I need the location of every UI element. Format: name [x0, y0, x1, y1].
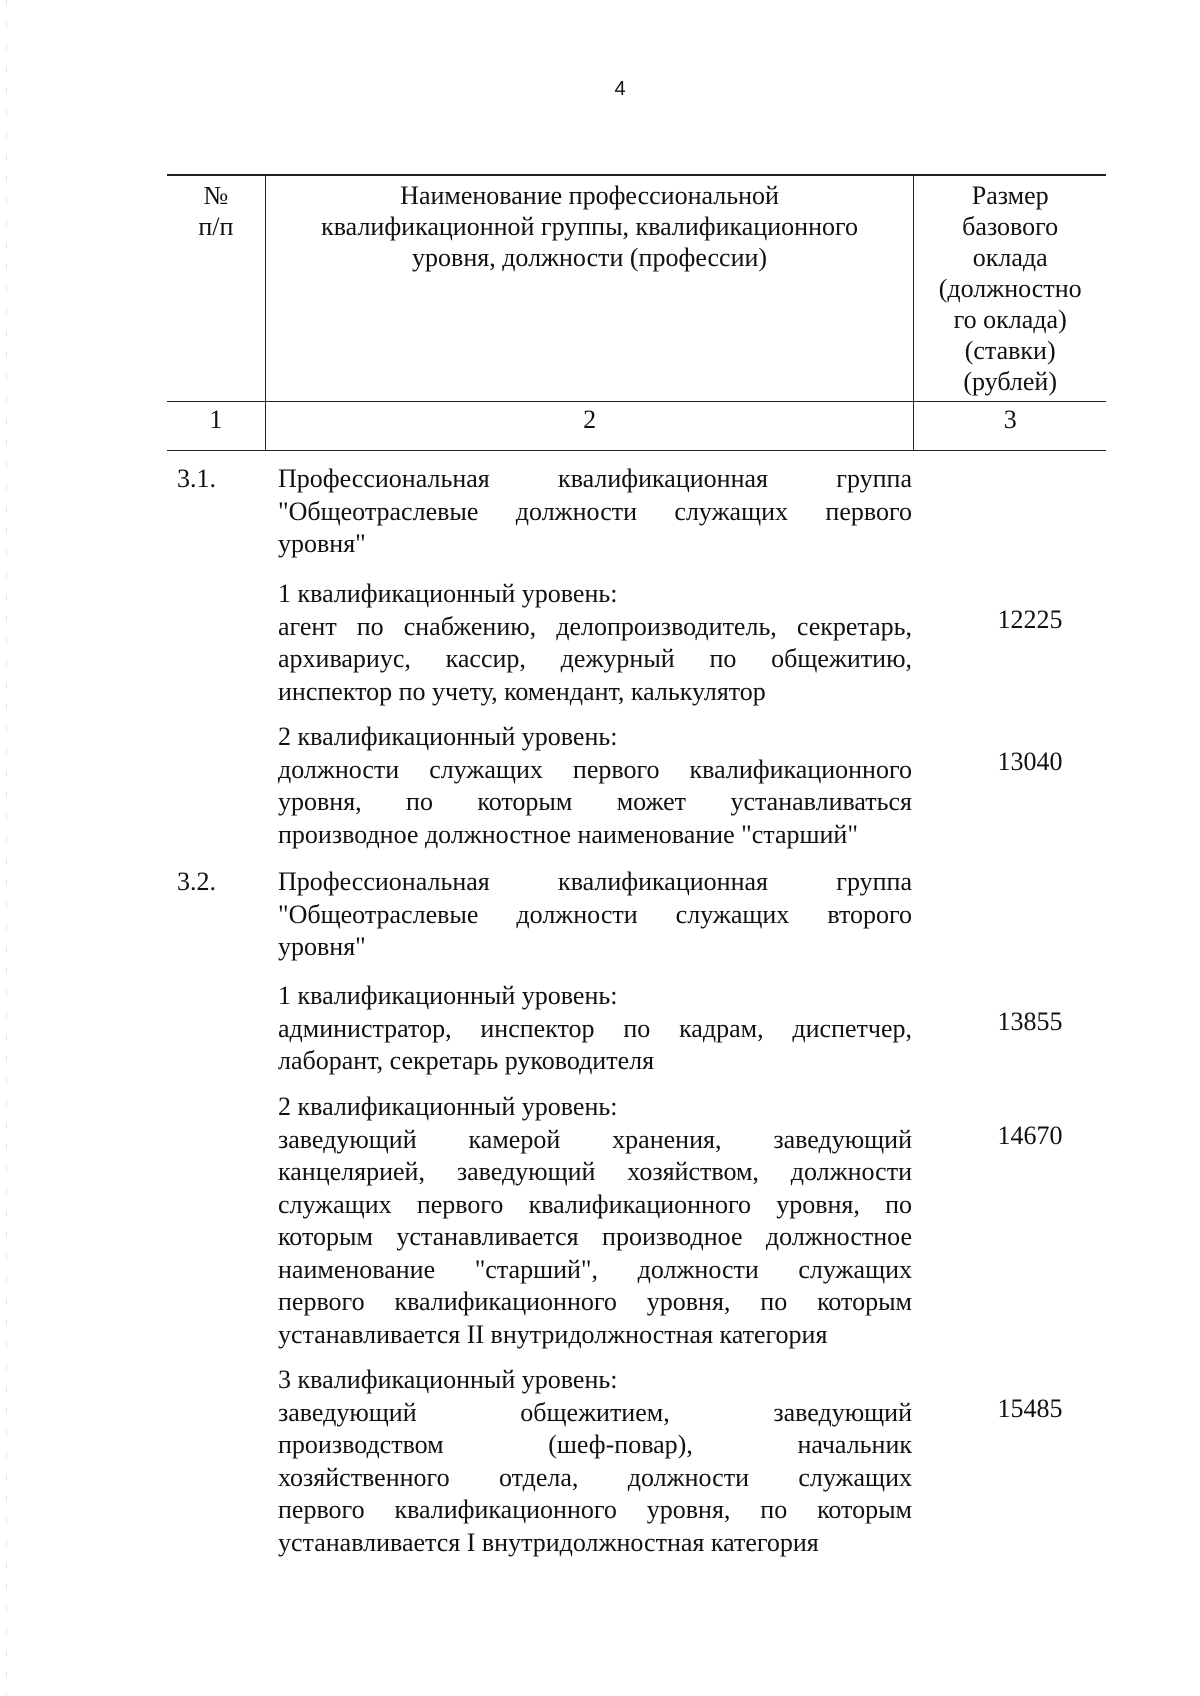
level-text-line: канцелярией, заведующий хозяйством, должности — [278, 1157, 912, 1186]
level-text-line: производством (шеф-повар), начальник — [278, 1430, 912, 1459]
level-text-line: служащих первого квалификационного уровня, по — [278, 1189, 912, 1219]
level-text-line: производное должностное наименование "старший" — [278, 819, 858, 849]
salary-value: 13855 — [997, 1007, 1063, 1036]
level-text-line: хозяйственного отдела, должности служащих — [278, 1462, 912, 1492]
header-col2-line: Наименование профессиональной — [400, 181, 779, 210]
level-3-2-3 — [278, 1364, 912, 1559]
level-heading: 2 квалификационный уровень: — [278, 722, 618, 751]
level-3-2-2 — [278, 1091, 912, 1351]
level-text-line: заведующий общежитием, заведующий — [278, 1397, 912, 1427]
header-col-salary — [914, 175, 1106, 402]
group-title-line: уровня" — [278, 932, 366, 961]
column-number-3: 3 — [914, 402, 1106, 451]
header-row — [167, 175, 1106, 402]
level-text-line: агент по снабжению, делопроизводитель, секретарь, — [278, 611, 912, 641]
column-number-1: 1 — [167, 402, 265, 451]
level-heading: 3 квалификационный уровень: — [278, 1365, 618, 1394]
level-text-line: уровня, по которым может устанавливаться — [278, 787, 912, 816]
salary-value: 12225 — [997, 605, 1063, 634]
salary-value: 14670 — [997, 1121, 1063, 1150]
group-title-line: Профессиональная квалификационная группа — [278, 464, 912, 493]
scan-edge-artifact — [6, 0, 7, 1696]
group-title-line: "Общеотраслевые должности служащих первого — [278, 496, 912, 526]
column-number-row — [167, 402, 1106, 451]
level-text-line: архивариус, кассир, дежурный по общежитию, — [278, 644, 912, 673]
group-title-line: "Общеотраслевые должности служащих второго — [278, 899, 912, 929]
table-header — [167, 174, 1106, 451]
level-3-1-1 — [278, 578, 912, 708]
header-col2-line: уровня, должности (профессии) — [412, 243, 768, 272]
level-text-line: первого квалификационного уровня, по которым — [278, 1495, 912, 1524]
level-text-line: первого квалификационного уровня, по которым — [278, 1287, 912, 1316]
header-col3-line: го оклада) — [953, 305, 1067, 334]
header-col2-line: квалификационной группы, квалификационного — [321, 212, 858, 241]
level-text-line: инспектор по учету, комендант, калькулятор — [278, 676, 766, 706]
level-text-line: должности служащих первого квалификационного — [278, 754, 912, 784]
header-col1-line: № — [203, 181, 229, 210]
level-heading: 1 квалификационный уровень: — [278, 579, 618, 608]
header-col-name — [265, 175, 914, 402]
group-title-line: Профессиональная квалификационная группа — [278, 867, 912, 896]
level-heading: 2 квалификационный уровень: — [278, 1092, 618, 1121]
salary-value: 15485 — [997, 1394, 1063, 1423]
level-heading: 1 квалификационный уровень: — [278, 981, 618, 1010]
level-text-line: заведующий камерой хранения, заведующий — [278, 1124, 912, 1154]
group-title-line: уровня" — [278, 529, 366, 558]
level-text-line: лаборант, секретарь руководителя — [278, 1046, 655, 1075]
header-col-number — [167, 175, 265, 402]
column-number-2: 2 — [265, 402, 914, 451]
header-col3-line: (должностно — [938, 274, 1082, 303]
header-col3-line: (ставки) — [964, 336, 1056, 365]
header-col3-line: базового — [962, 212, 1059, 241]
group-number: 3.1. — [177, 464, 216, 493]
header-col3-line: оклада — [972, 243, 1048, 272]
group-title — [278, 866, 912, 964]
header-col3-line: (рублей) — [963, 367, 1057, 396]
header-col1-line: п/п — [198, 212, 234, 241]
level-text-line: устанавливается I внутридолжностная категория — [278, 1527, 819, 1557]
level-text-line: наименование "старший", должности служащих — [278, 1254, 912, 1284]
header-col3-line: Размер — [971, 181, 1049, 210]
level-3-2-1 — [278, 980, 912, 1078]
group-number: 3.2. — [177, 867, 216, 896]
level-text-line: которым устанавливается производное должностное — [278, 1222, 912, 1251]
group-title — [278, 463, 912, 561]
salary-value: 13040 — [997, 747, 1063, 776]
level-text-line: администратор, инспектор по кадрам, диспетчер, — [278, 1013, 912, 1043]
level-3-1-2 — [278, 721, 912, 851]
level-text-line: устанавливается II внутридолжностная категория — [278, 1319, 828, 1349]
page-number: 4 — [614, 78, 626, 100]
